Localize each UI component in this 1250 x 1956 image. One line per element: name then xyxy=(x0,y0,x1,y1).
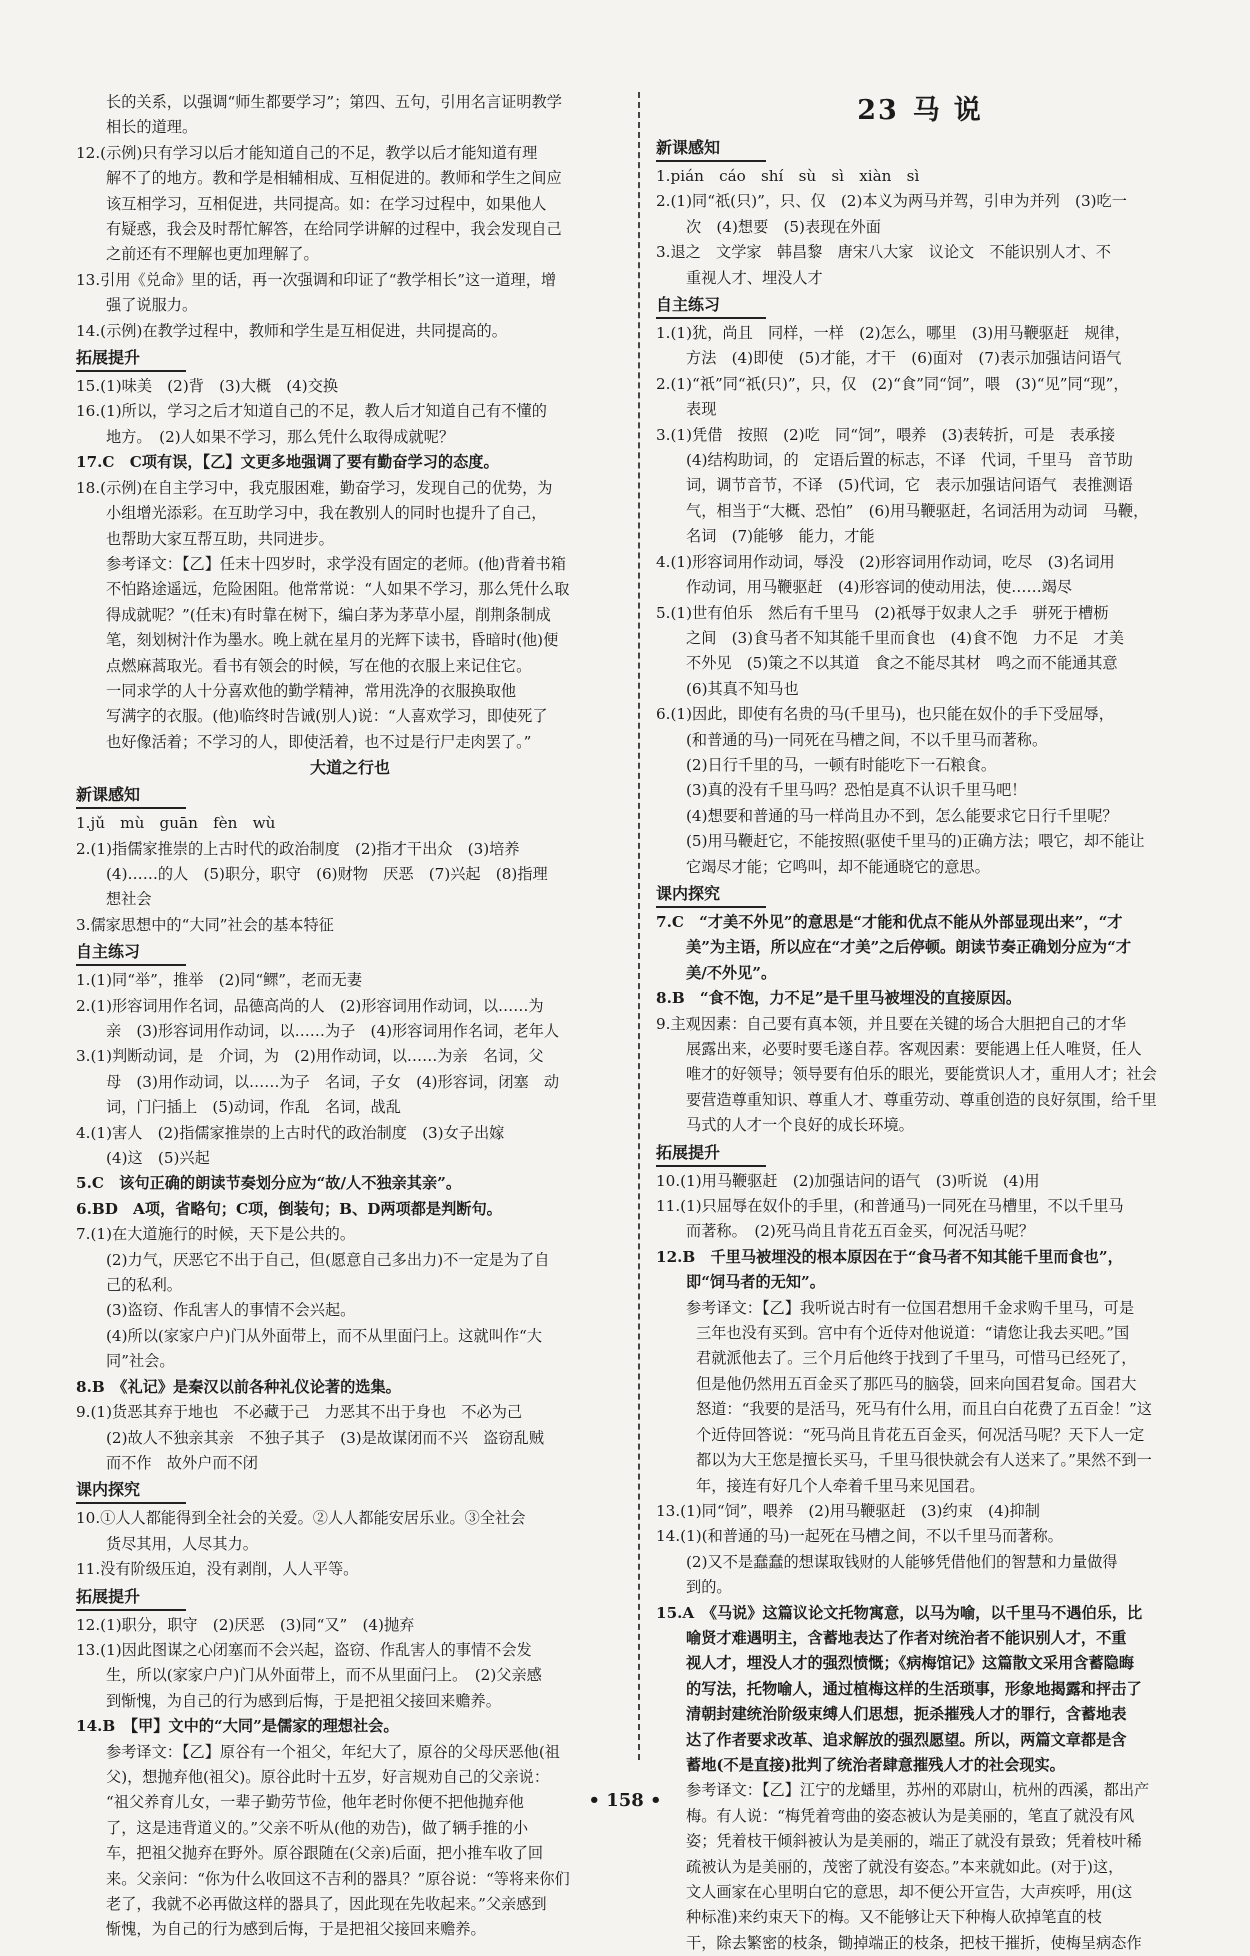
answer-line: 11.没有阶级压迫，没有剥削，人人平等。 xyxy=(76,1560,359,1579)
answer-line: 14.(1)(和普通的马)一起死在马槽之间，不以千里马而著称。 xyxy=(656,1527,1063,1546)
answer-line: 4.(1)害人 (2)指儒家推崇的上古时代的政治制度 (3)女子出嫁 xyxy=(76,1123,505,1142)
answer-line: (4)结构助词，的 定语后置的标志，不译 代词，千里马 音节助 xyxy=(686,451,1133,470)
answer-line: 亲 (3)形容词用作动词，以……为子 (4)形容词用作名词，老年人 xyxy=(106,1022,560,1040)
answer-line: 5.C 该句正确的朗读节奏划分应为“故/人不独亲其亲”。 xyxy=(76,1174,462,1193)
answer-line: 要营造尊重知识、尊重人才、尊重劳动、尊重创造的良好氛围，给千里 xyxy=(686,1090,1157,1109)
section-heading: 课内探究 xyxy=(656,882,766,908)
answer-line: 参考译文：【乙】我听说古时有一位国君想用千金求购千里马，可是 xyxy=(686,1298,1135,1317)
answer-line: 2.(1)指儒家推崇的上古时代的政治制度 (2)指才干出众 (3)培养 xyxy=(76,839,520,858)
column-divider xyxy=(638,92,640,1760)
answer-line: 解不了的地方。教和学是相辅相成、互相促进的。教师和学生之间应 xyxy=(106,169,562,188)
answer-line: 13.(1)因此图谋之心闭塞而不会兴起，盗窃、作乱害人的事情不会发 xyxy=(76,1640,532,1659)
answer-line: 6.BD A项，省略句；C项，倒装句；B、D两项都是判断句。 xyxy=(76,1199,502,1218)
answer-line: 词，调节音节，不译 (5)代词，它 表示加强诘问语气 表推测语 xyxy=(686,476,1133,495)
answer-line: 梅。有人说：“梅凭着弯曲的姿态被认为是美丽的，笔直了就没有风 xyxy=(686,1806,1135,1825)
section-heading: 自主练习 xyxy=(656,293,766,319)
lesson-title xyxy=(656,94,1196,128)
answer-line: 君就派他去了。三个月后他终于找到了千里马，可惜马已经死了， xyxy=(696,1349,1137,1368)
answer-line: 蓄地(不是直接)批判了统治者肆意摧残人才的社会现实。 xyxy=(686,1755,1065,1774)
answer-line: 来。父亲问：“你为什么收回这不吉利的器具？”原谷说：“等将来你们 xyxy=(106,1869,570,1888)
section-heading: 新课感知 xyxy=(76,783,186,809)
answer-line: 12.(1)职分，职守 (2)厌恶 (3)同“又” (4)抛弃 xyxy=(76,1615,415,1634)
answer-line: 1.pián cáo shí sù sì xiàn sì xyxy=(656,167,920,185)
answer-line: (3)真的没有千里马吗？恐怕是真不认识千里马吧！ xyxy=(686,781,1027,800)
answer-line: 点燃麻蒿取光。看书有领会的时候，写在他的衣服上来记住它。 xyxy=(106,656,532,675)
answer-line: 干，除去繁密的枝条，锄掉端正的枝条，把枝干摧折，使梅呈病态作 xyxy=(686,1933,1142,1952)
answer-line: 有疑惑，我会及时帮忙解答，在给同学讲解的过程中，我会发现自己 xyxy=(106,220,562,239)
answer-line: 而著称。 (2)死马尚且肯花五百金买，何况活马呢？ xyxy=(686,1222,1035,1241)
lesson-name: 马说 xyxy=(912,95,995,126)
answer-line: 4.(1)形容词用作动词，辱没 (2)形容词用作动词，吃尽 (3)名词用 xyxy=(656,552,1115,571)
answer-line: 15.(1)味美 (2)背 (3)大概 (4)交换 xyxy=(76,377,339,396)
answer-line: 之前还有不理解也更加理解了。 xyxy=(106,245,319,264)
answer-line: 到的。 xyxy=(686,1578,732,1597)
answer-line: 到惭愧，为自己的行为感到后悔，于是把祖父接回来赡养。 xyxy=(106,1691,501,1710)
lesson-number: 23 xyxy=(857,95,899,126)
answer-line: 10.①人人都能得到全社会的关爱。②人人都能安居乐业。③全社会 xyxy=(76,1509,526,1528)
section-heading: 课内探究 xyxy=(76,1478,186,1504)
answer-line: 母 (3)用作动词，以……为子 名词，子女 (4)形容词，闭塞 动 xyxy=(106,1072,560,1091)
answer-line: 3.(1)凭借 按照 (2)吃 同“饲”，喂养 (3)表转折，可是 表承接 xyxy=(656,425,1116,444)
answer-line: 名词 (7)能够 能力，才能 xyxy=(686,527,875,546)
answer-line: 5.(1)世有伯乐 然后有千里马 (2)祇辱于奴隶人之手 骈死于槽枥 xyxy=(656,603,1109,622)
answer-line: 参考译文：【乙】任末十四岁时，求学没有固定的老师。(他)背着书箱 xyxy=(106,554,566,573)
left-column xyxy=(76,90,624,1943)
answer-line: 也好像活着；不学习的人，即使活着，也不过是行尸走肉罢了。” xyxy=(106,732,532,751)
answer-line: 3.儒家思想中的“大同”社会的基本特征 xyxy=(76,915,334,934)
answer-line: 而不作 故外户而不闭 xyxy=(106,1453,258,1472)
answer-line: 视人才，埋没人才的强烈愤慨；《病梅馆记》这篇散文采用含蓄隐晦 xyxy=(686,1654,1135,1673)
answer-line: 唯才的好领导；领导要有伯乐的眼光，要能赏识人才，重用人才；社会 xyxy=(686,1065,1157,1084)
answer-line: (2)故人不独亲其亲 不独子其子 (3)是故谋闭而不兴 盗窃乱贼 xyxy=(106,1428,544,1447)
answer-line: 3.退之 文学家 韩昌黎 唐宋八大家 议论文 不能识别人才、不 xyxy=(656,243,1111,262)
answer-line: 地方。 (2)人如果不学习，那么凭什么取得成就呢？ xyxy=(106,427,455,446)
answer-line: 参考译文：【乙】江宁的龙蟠里，苏州的邓尉山，杭州的西溪，都出产 xyxy=(686,1781,1150,1800)
answer-line: 即“饲马者的无知”。 xyxy=(686,1273,825,1292)
section-heading: 拓展提升 xyxy=(656,1141,766,1167)
answer-line: 2.(1)形容词用作名词，品德高尚的人 (2)形容词用作动词，以……为 xyxy=(76,996,544,1015)
answer-line: 次 (4)想要 (5)表现在外面 xyxy=(686,217,881,236)
answer-line: 都以为大王您是擅长买马，千里马很快就会有人送来了。”果然不到一 xyxy=(696,1451,1152,1470)
answer-line: 长的关系，以强调“师生都要学习”；第四、五句，引用名言证明教学 xyxy=(106,93,562,111)
answer-line: 了，这是违背道义的。”父亲不听从(他的劝告)，做了辆手推的小 xyxy=(106,1818,529,1837)
answer-line: 货尽其用，人尽其力。 xyxy=(106,1534,258,1553)
answer-line: 该互相学习，互相促进，共同提高。如：在学习过程中，如果他人 xyxy=(106,194,547,213)
answer-line: 得成就呢？”(任末)有时靠在树下，编白茅为茅草小屋，削荆条制成 xyxy=(106,605,551,624)
answer-line: (6)其真不知马也 xyxy=(686,679,799,698)
subsection-title: 大道之行也 xyxy=(309,758,390,778)
section-heading: 拓展提升 xyxy=(76,1585,186,1611)
answer-line: 达了作者要求改革、追求解放的强烈愿望。所以，两篇文章都是含 xyxy=(686,1730,1127,1749)
answer-line: 强了说服力。 xyxy=(106,296,198,315)
answer-line: 不外见 (5)策之不以其道 食之不能尽其材 鸣之而不能通其意 xyxy=(686,654,1118,673)
answer-line: 9.(1)货恶其弃于地也 不必藏于己 力恶其不出于身也 不必为己 xyxy=(76,1403,523,1422)
answer-line: (和普通的马)一同死在马槽之间，不以千里马而著称。 xyxy=(686,730,1048,749)
answer-line: 16.(1)所以，学习之后才知道自己的不足，教人后才知道自己有不懂的 xyxy=(76,402,547,421)
answer-line: 2.(1)同“祇(只)”，只、仅 (2)本义为两马并驾，引申为并列 (3)吃一 xyxy=(656,192,1127,211)
answer-line: 笔，刻划树汁作为墨水。晚上就在星月的光辉下读书，昏暗时(他)便 xyxy=(106,631,559,650)
answer-line: 12.(示例)只有学习以后才能知道自己的不足，教学以后才能知道有理 xyxy=(76,143,538,162)
answer-line: 想社会 xyxy=(106,890,152,909)
answer-line: 7.C “才美不外见”的意思是“才能和优点不能从外部显现出来”，“才 xyxy=(656,912,1123,931)
answer-line: 词，门闩插上 (5)动词，作乱 名词，战乱 xyxy=(106,1098,401,1117)
answer-line: (3)盗窃、作乱害人的事情不会兴起。 xyxy=(106,1301,356,1320)
section-heading: 新课感知 xyxy=(656,136,766,162)
answer-line: (4)这 (5)兴起 xyxy=(106,1149,210,1168)
page-number: • 158 • xyxy=(588,1790,662,1811)
answer-line: 三年也没有买到。宫中有个近侍对他说道：“请您让我去买吧。”国 xyxy=(696,1324,1130,1343)
answer-line: 车，把祖父抛弃在野外。原谷跟随在(父亲)后面，把小推车收了回 xyxy=(106,1844,544,1863)
section-heading: 拓展提升 xyxy=(76,346,186,372)
answer-line: 11.(1)只屈辱在奴仆的手里，(和普通马)一同死在马槽里，不以千里马 xyxy=(656,1197,1124,1216)
answer-line: 惭愧，为自己的行为感到后悔，于是把祖父接回来赡养。 xyxy=(106,1920,486,1939)
answer-line: 1.(1)同“举”，推举 (2)同“鳏”，老而无妻 xyxy=(76,971,363,990)
answer-line: 参考译文：【乙】原谷有一个祖父，年纪大了，原谷的父母厌恶他(祖 xyxy=(106,1742,560,1761)
answer-line: 重视人才、埋没人才 xyxy=(686,268,823,287)
answer-line: 12.B 千里马被埋没的根本原因在于“食马者不知其能千里而食也”， xyxy=(656,1247,1123,1266)
answer-line: 姿；凭着枝干倾斜被认为是美丽的，端正了就没有景致；凭着枝叶稀 xyxy=(686,1832,1142,1851)
answer-line: 14.B 【甲】文中的“大同”是儒家的理想社会。 xyxy=(76,1717,399,1736)
answer-line: 个近侍回答说：“死马尚且肯花五百金买，何况活马呢？天下人一定 xyxy=(696,1425,1145,1444)
answer-line: 7.(1)在大道施行的时候，天下是公共的。 xyxy=(76,1225,356,1244)
answer-line: (5)用马鞭赶它，不能按照(驱使千里马的)正确方法；喂它，却不能让 xyxy=(686,832,1145,851)
answer-line: (2)又不是蠢蠢的想谋取钱财的人能够凭借他们的智慧和力量做得 xyxy=(686,1552,1118,1571)
answer-line: 气，相当于“大概、恐怕” (6)用马鞭驱赶，名词活用为动词 马鞭， xyxy=(686,501,1149,520)
answer-line: 10.(1)用马鞭驱赶 (2)加强诘问的语气 (3)听说 (4)用 xyxy=(656,1171,1040,1190)
answer-line: 马式的人才一个良好的成长环境。 xyxy=(686,1116,914,1135)
answer-line: 写满字的衣服。(他)临终时告诫(别人)说：“人喜欢学习，即使死了 xyxy=(106,707,548,726)
answer-line: 美/不外见”。 xyxy=(686,963,777,982)
answer-line: 父)，想抛弃他(祖父)。原谷此时十五岁，好言规劝自己的父亲说： xyxy=(106,1767,550,1786)
answer-line: 6.(1)因此，即使有名贵的马(千里马)，也只能在奴仆的手下受屈辱， xyxy=(656,705,1114,724)
answer-line: 的写法，托物喻人，通过植梅这样的生活琐事，形象地揭露和抨击了 xyxy=(686,1679,1142,1698)
answer-line: 14.(示例)在教学过程中，教师和学生是互相促进，共同提高的。 xyxy=(76,321,507,340)
right-column xyxy=(656,90,1196,1956)
answer-line: 13.(1)同“饲”，喂养 (2)用马鞭驱赶 (3)约束 (4)抑制 xyxy=(656,1501,1040,1520)
answer-line: (4)所以(家家户户)门从外面带上，而不从里面闩上。这就叫作“大 xyxy=(106,1326,543,1345)
answer-line: 生，所以(家家户户)门从外面带上，而不从里面闩上。 (2)父亲感 xyxy=(106,1666,542,1685)
answer-line: “祖父养育儿女，一辈子勤劳节俭，他年老时你便不把他抛弃他 xyxy=(106,1793,524,1812)
answer-line: 喻贤才难遇明主，含蓄地表达了作者对统治者不能识别人才，不重 xyxy=(686,1628,1127,1647)
answer-line: 疏被认为是美丽的，茂密了就没有姿态。”本来就如此。(对于)这， xyxy=(686,1857,1124,1876)
answer-line: 清朝封建统治阶级束缚人们思想，扼杀摧残人才的罪行，含蓄地表 xyxy=(686,1705,1127,1724)
answer-line: 相长的道理。 xyxy=(106,118,198,137)
answer-line: (2)力气，厌恶它不出于自己，但(愿意自己多出力)不一定是为了自 xyxy=(106,1250,550,1269)
answer-line: 文人画家在心里明白它的意思，却不便公开宣告，大声疾呼，用(这 xyxy=(686,1883,1133,1901)
answer-line: 也帮助大家互帮互助，共同进步。 xyxy=(106,529,334,548)
answer-line: 小组增光添彩。在互助学习中，我在教别人的同时也提升了自己， xyxy=(106,504,547,523)
answer-line: 15.A 《马说》这篇议论文托物寓意，以马为喻，以千里马不遇伯乐，比 xyxy=(656,1603,1143,1622)
answer-line: 不怕路途遥远，危险困阻。他常常说：“人如果不学习，那么凭什么取 xyxy=(106,580,570,599)
answer-line: 3.(1)判断动词，是 介词，为 (2)用作动词，以……为亲 名词，父 xyxy=(76,1047,544,1066)
answer-line: 13.引用《兑命》里的话，再一次强调和印证了“教学相长”这一道理，增 xyxy=(76,270,557,289)
answer-line: (4)想要和普通的马一样尚且办不到，怎么能要求它日行千里呢？ xyxy=(686,806,1118,825)
answer-line: 年，接连有好几个人牵着千里马来见国君。 xyxy=(696,1476,985,1495)
answer-line: 8.B “食不饱，力不足”是千里马被埋没的直接原因。 xyxy=(656,989,1022,1008)
answer-line: 己的私利。 xyxy=(106,1276,182,1295)
answer-line: 之间 (3)食马者不知其能千里而食也 (4)食不饱 力不足 才美 xyxy=(686,628,1124,647)
answer-line: 作动词，用马鞭驱赶 (4)形容词的使动用法，使……竭尽 xyxy=(686,578,1073,597)
answer-line: 怒道：“我要的是活马，死马有什么用，而且白白花费了五百金！”这 xyxy=(696,1400,1152,1419)
answer-line: 它竭尽才能；它鸣叫，却不能通晓它的意思。 xyxy=(686,857,990,876)
section-heading: 自主练习 xyxy=(76,940,186,966)
answer-line: 方法 (4)即使 (5)才能，才干 (6)面对 (7)表示加强诘问语气 xyxy=(686,349,1122,368)
answer-line: (4)……的人 (5)职分，职守 (6)财物 厌恶 (7)兴起 (8)指理 xyxy=(106,864,548,883)
answer-line: 9.主观因素：自己要有真本领，并且要在关键的场合大胆把自己的才华 xyxy=(656,1014,1127,1033)
answer-line: 18.(示例)在自主学习中，我克服困难，勤奋学习，发现自己的优势，为 xyxy=(76,478,553,497)
answer-line: 17.C C项有误，【乙】文更多地强调了要有勤奋学习的态度。 xyxy=(76,453,499,472)
answer-line: 8.B 《礼记》是秦汉以前各种礼仪论著的选集。 xyxy=(76,1377,401,1396)
answer-line: 但是他仍然用五百金买了那匹马的脑袋，回来向国君复命。国君大 xyxy=(696,1374,1137,1393)
answer-line: 表现 xyxy=(686,400,717,419)
answer-line: 同”社会。 xyxy=(106,1352,175,1371)
answer-line: 一同求学的人十分喜欢他的勤学精神，常用洗净的衣服换取他 xyxy=(106,681,517,700)
answer-line: 老了，我就不必再做这样的器具了，因此现在先收起来。”父亲感到 xyxy=(106,1895,547,1913)
answer-line: 美”为主语，所以应在“才美”之后停顿。朗读节奏正确划分应为“才 xyxy=(686,938,1132,957)
answer-line: 2.(1)“祇”同“祇(只)”，只，仅 (2)“食”同“饲”，喂 (3)“见”同“现”， xyxy=(656,374,1129,393)
answer-line: 展露出来，必要时要毛遂自荐。客观因素：要能遇上任人唯贤，任人 xyxy=(686,1040,1142,1058)
answer-line: (2)日行千里的马，一顿有时能吃下一石粮食。 xyxy=(686,755,997,774)
answer-line: 1.(1)犹，尚且 同样，一样 (2)怎么，哪里 (3)用马鞭驱赶 规律， xyxy=(656,324,1130,343)
answer-line: 1.jǔ mù guān fèn wù xyxy=(76,814,276,833)
answer-line: 种标准)来约束天下的梅。又不能够让天下种梅人砍掉笔直的枝 xyxy=(686,1908,1102,1927)
